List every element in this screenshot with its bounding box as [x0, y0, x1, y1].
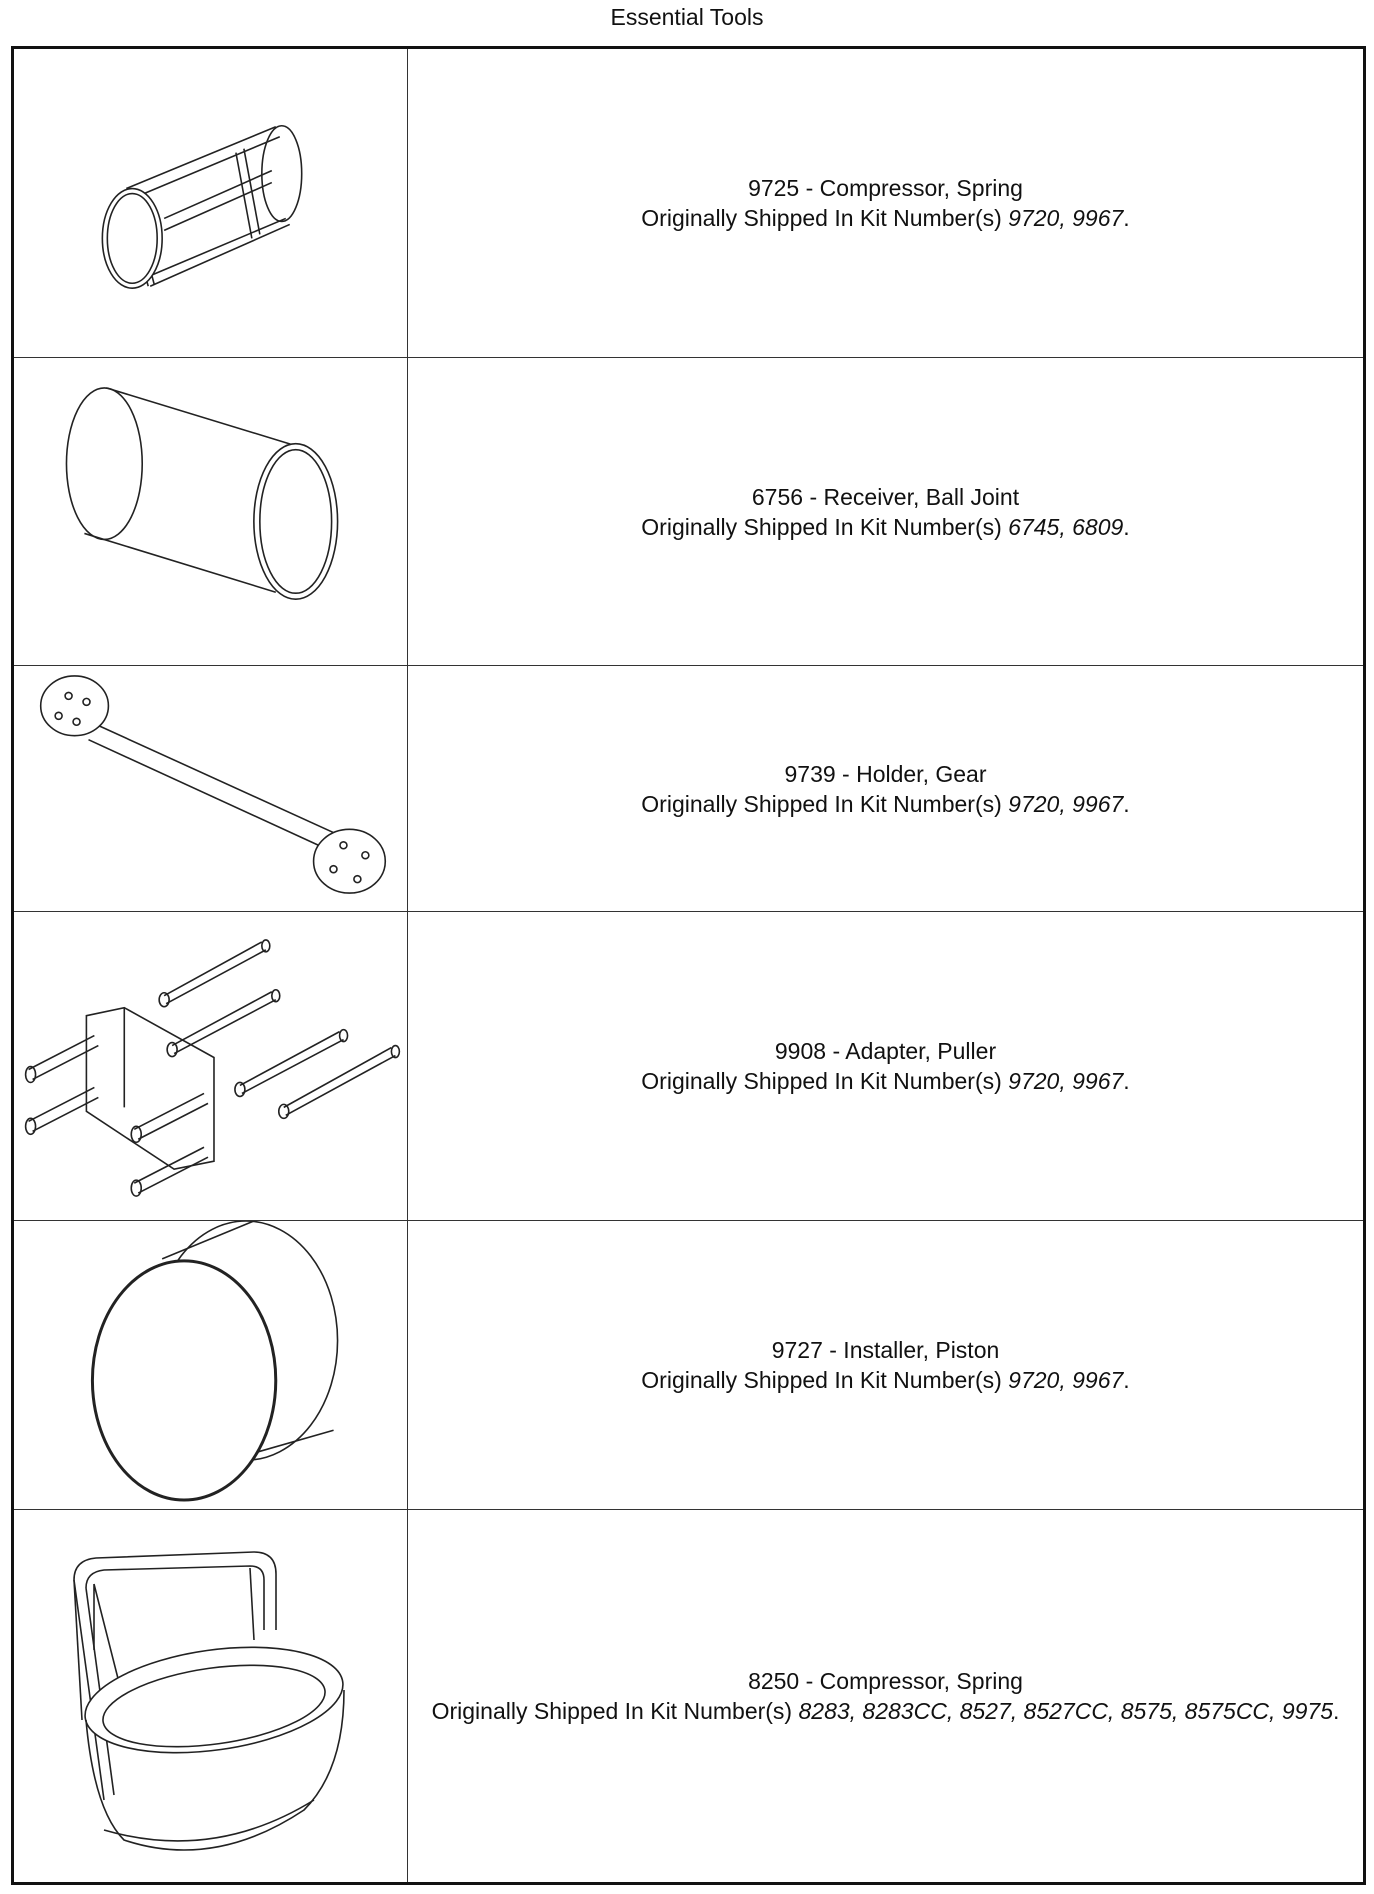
tool-image-cell — [14, 1221, 408, 1509]
kit-numbers: 8283, 8283CC, 8527, 8527CC, 8575, 8575CC, 9975 — [798, 1698, 1333, 1724]
kit-line: Originally Shipped In Kit Number(s) 6745, 6809. — [641, 513, 1130, 540]
ball-joint-receiver-cylinder-icon — [14, 358, 406, 665]
kit-prefix: Originally Shipped In Kit Number(s) — [641, 1068, 1002, 1094]
kit-numbers: 6745, 6809 — [1008, 513, 1124, 540]
tool-title: 6756 - Receiver, Ball Joint — [751, 483, 1020, 510]
kit-line: Originally Shipped In Kit Number(s) 9720, 9967. — [641, 1367, 1130, 1393]
spring-compressor-frame-icon — [14, 1510, 406, 1882]
kit-numbers: 9720, 9967 — [1008, 790, 1124, 817]
table-row — [14, 912, 1363, 1221]
tool-description-cell — [408, 49, 1363, 357]
tool-description-cell — [408, 358, 1363, 665]
puller-adapter-bolts-icon — [14, 912, 406, 1220]
tool-description-cell — [408, 1510, 1363, 1882]
gear-holder-wrench-icon — [14, 666, 406, 911]
tool-title: 9727 - Installer, Piston — [771, 1337, 1000, 1363]
kit-line: Originally Shipped In Kit Number(s) 9720, 9967. — [641, 1068, 1130, 1094]
tool-description-cell — [408, 1221, 1363, 1509]
tool-image-cell — [14, 666, 408, 911]
kit-numbers: 9720, 9967 — [1008, 1367, 1124, 1393]
kit-line: Originally Shipped In Kit Number(s) 9720, 9967. — [641, 205, 1130, 231]
tool-image-cell — [14, 1510, 408, 1882]
kit-prefix: Originally Shipped In Kit Number(s) — [641, 513, 1002, 540]
table-row — [14, 1510, 1363, 1882]
tool-title: 9739 - Holder, Gear — [784, 760, 987, 787]
kit-prefix: Originally Shipped In Kit Number(s) — [641, 205, 1002, 231]
tool-title: 9725 - Compressor, Spring — [748, 175, 1023, 201]
tool-description-cell — [408, 912, 1363, 1220]
tool-image-cell — [14, 912, 408, 1220]
table-row — [14, 666, 1363, 912]
piston-installer-ring-icon — [14, 1221, 406, 1509]
tool-image-cell — [14, 358, 408, 665]
essential-tools-table — [11, 46, 1366, 1885]
tool-description-cell — [408, 666, 1363, 911]
tool-image-cell — [14, 49, 408, 357]
tool-title: 9908 - Adapter, Puller — [774, 1038, 997, 1064]
kit-numbers: 9720, 9967 — [1008, 205, 1124, 231]
kit-prefix: Originally Shipped In Kit Number(s) — [431, 1698, 793, 1724]
table-row — [14, 358, 1363, 666]
kit-prefix: Originally Shipped In Kit Number(s) — [641, 790, 1002, 817]
tool-title: 8250 - Compressor, Spring — [748, 1668, 1023, 1694]
kit-prefix: Originally Shipped In Kit Number(s) — [641, 1367, 1002, 1393]
spring-compressor-cage-icon — [14, 49, 406, 357]
table-row — [14, 1221, 1363, 1510]
kit-line: Originally Shipped In Kit Number(s) 9720, 9967. — [641, 790, 1130, 817]
kit-line: Originally Shipped In Kit Number(s) 8283, 8283CC, 8527, 8527CC, 8575, 8575CC, 9975. — [431, 1698, 1340, 1724]
page-title: Essential Tools — [610, 4, 764, 30]
kit-numbers: 9720, 9967 — [1008, 1068, 1124, 1094]
table-row — [14, 49, 1363, 358]
